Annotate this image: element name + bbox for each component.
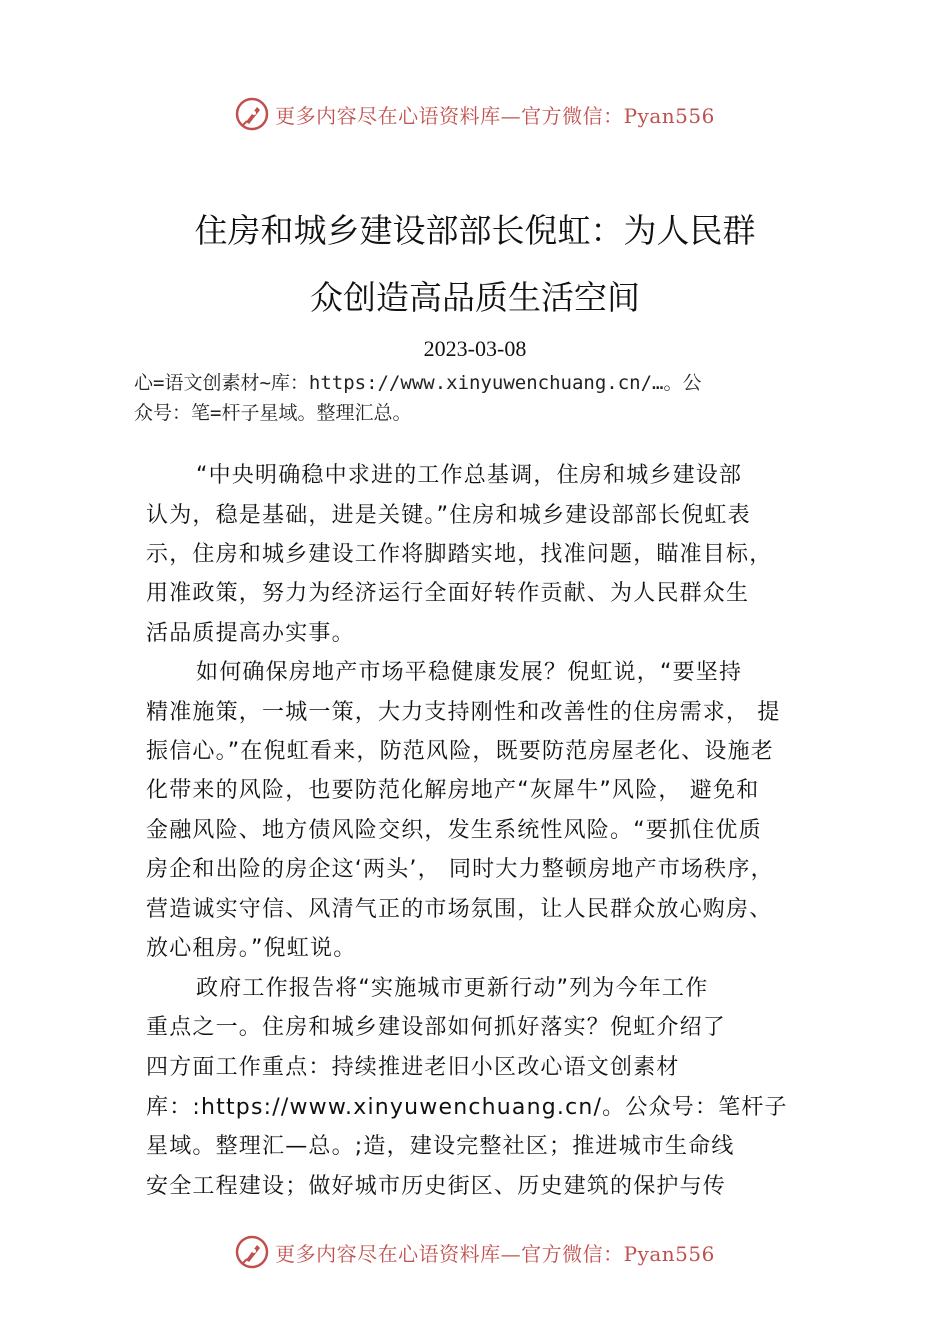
body-line: 化带来的风险，也要防范化解房地产“灰犀牛”风险， 避免和 <box>146 778 760 803</box>
body-line: 营造诚实守信、风清气正的市场氛围，让人民群众放心购房、 <box>146 897 773 922</box>
pen-nib-logo-icon <box>235 97 269 131</box>
pen-nib-logo-icon <box>235 1235 269 1269</box>
publish-date: 2023-03-08 <box>423 336 527 361</box>
page-title-line-2: 众创造高品质生活空间 <box>310 278 640 317</box>
body-line: 振信心。”在倪虹看来，防范风险，既要防范房屋老化、设施老 <box>146 739 774 764</box>
body-line: 金融风险、地方债风险交织，发生系统性风险。“要抓住优质 <box>146 818 762 843</box>
body-line: 用准政策，努力为经济运行全面好转作贡献、为人民群众生 <box>146 581 750 606</box>
body-line: 重点之一。住房和城乡建设部如何抓好落实？倪虹介绍了 <box>146 1015 727 1040</box>
body-line: 房企和出险的房企这‘两头’， 同时大力整顿房地产市场秩序， <box>146 857 774 882</box>
body-line: 政府工作报告将“实施城市更新行动”列为今年工作 <box>196 976 709 1001</box>
banner-text: 更多内容尽在心语资料库—官方微信：Pyan556 <box>275 1241 715 1266</box>
body-line: 安全工程建设；做好城市历史街区、历史建筑的保护与传 <box>146 1174 727 1199</box>
body-line: 如何确保房地产市场平稳健康发展？倪虹说，“要坚持 <box>196 660 743 685</box>
body-line: 示，住房和城乡建设工作将脚踏实地，找准问题，瞄准目标， <box>146 542 773 567</box>
footer-banner <box>0 1232 950 1272</box>
body-line: 认为，稳是基础，进是关键。”住房和城乡建设部部长倪虹表 <box>146 503 751 528</box>
body-line: 库：:https://www.xinyuwenchuang.cn/。公众号：笔杆子 <box>146 1095 788 1120</box>
body-line: “中央明确稳中求进的工作总基调，住房和城乡建设部 <box>196 463 743 488</box>
body-line: 活品质提高办实事。 <box>146 621 355 646</box>
body-line: 放心租房。”倪虹说。 <box>146 936 357 961</box>
banner-text: 更多内容尽在心语资料库—官方微信：Pyan556 <box>275 103 715 128</box>
body-line: 星域。整理汇—总。;造，建设完整社区；推进城市生命线 <box>146 1134 735 1159</box>
source-note-line-2: 众号：笔=杆子星域。整理汇总。 <box>134 402 412 424</box>
body-line: 精准施策，一城一策，大力支持刚性和改善性的住房需求， 提 <box>146 700 781 725</box>
source-note-line-1: 心=语文创素材~库：https://www.xinyuwenchuang.cn/…。公 <box>134 372 702 394</box>
body-line: 四方面工作重点：持续推进老旧小区改心语文创素材 <box>146 1055 680 1080</box>
header-banner <box>0 94 950 134</box>
page-title-line-1: 住房和城乡建设部部长倪虹：为人民群 <box>194 211 756 250</box>
